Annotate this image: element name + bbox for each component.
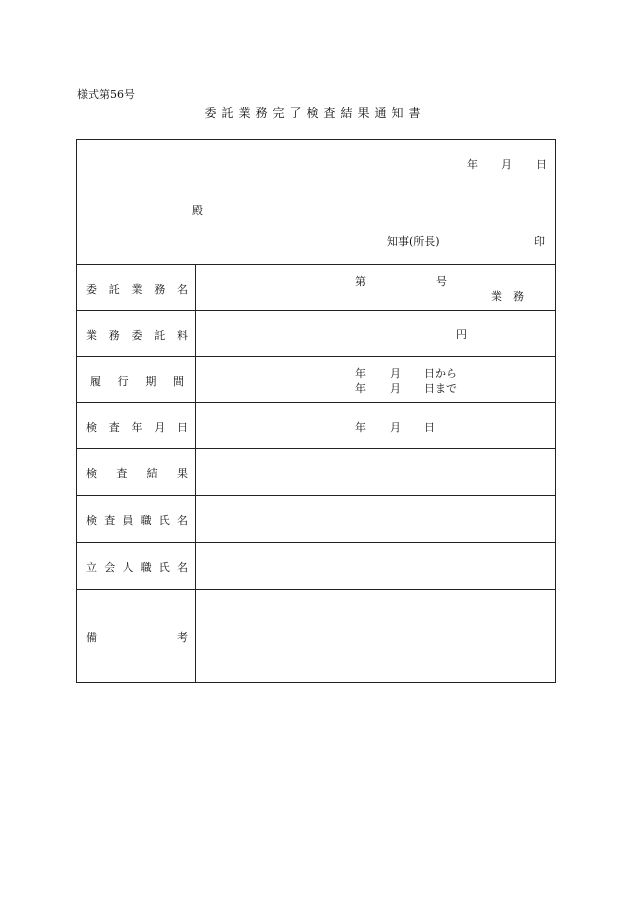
contract-number-suffix: 号 (436, 275, 447, 288)
column-divider (195, 264, 196, 682)
contract-number-prefix: 第 (355, 275, 366, 288)
row-divider (77, 589, 555, 590)
label-witness-name: 立 会 人 職 氏 名 (86, 561, 188, 574)
form-table (76, 139, 556, 683)
label-contract-fee: 業 務 委 託 料 (86, 329, 188, 342)
period-from-month: 月 (390, 367, 401, 380)
row-divider (77, 495, 555, 496)
label-remarks: 備 考 (86, 631, 188, 644)
form-number: 様式第56号 (77, 88, 135, 101)
inspection-date-month: 月 (390, 421, 401, 434)
period-from-day: 日から (424, 367, 457, 380)
row-divider (77, 448, 555, 449)
row-divider (77, 310, 555, 311)
label-performance-period: 履 行 期 間 (90, 375, 184, 388)
period-to-month: 月 (390, 382, 401, 395)
period-to-day: 日まで (424, 382, 457, 395)
addressee-suffix: 殿 (192, 204, 203, 217)
row-divider (77, 264, 555, 265)
header-date-year: 年 (467, 158, 478, 171)
header-date-day: 日 (536, 158, 547, 171)
label-inspector-name: 検 査 員 職 氏 名 (86, 514, 188, 527)
row-divider (77, 402, 555, 403)
header-date-month: 月 (501, 158, 512, 171)
label-contract-name: 委 託 業 務 名 (86, 283, 188, 296)
period-to-year: 年 (355, 382, 366, 395)
row-divider (77, 542, 555, 543)
inspection-date-year: 年 (355, 421, 366, 434)
period-from-year: 年 (355, 367, 366, 380)
seal-mark: 印 (534, 235, 545, 248)
issuer: 知事(所長) (387, 235, 440, 248)
fee-unit: 円 (456, 328, 467, 341)
label-inspection-date: 検 査 年 月 日 (86, 421, 188, 434)
document-title: 委託業務完了検査結果通知書 (204, 106, 426, 120)
row-divider (77, 356, 555, 357)
inspection-date-day: 日 (424, 421, 435, 434)
contract-name-suffix: 業 務 (491, 290, 524, 303)
label-inspection-result: 検 査 結 果 (86, 467, 188, 480)
